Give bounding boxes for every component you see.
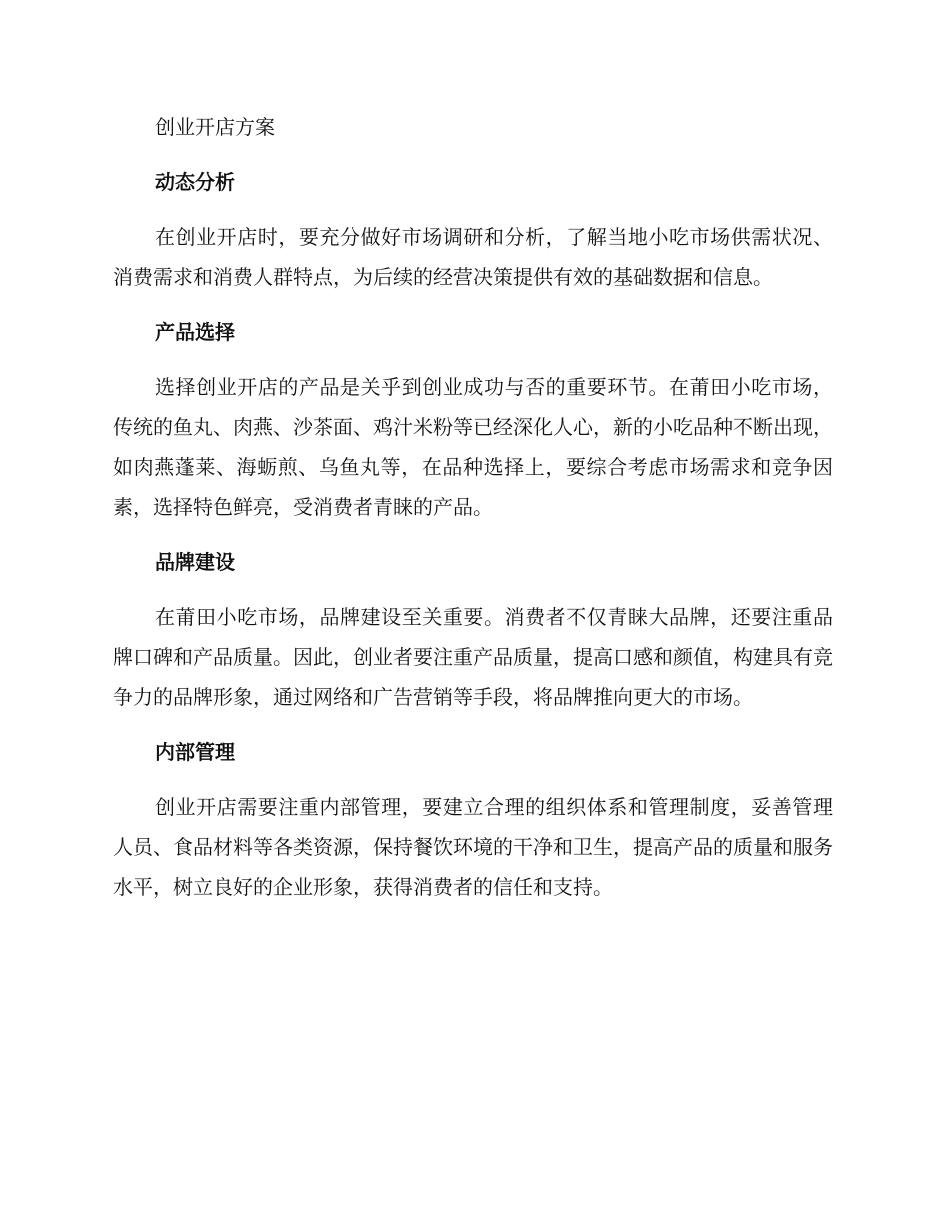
section-heading-market-analysis: 动态分析 (155, 170, 235, 194)
section-body-brand-building: 在莆田小吃市场，品牌建设至关重要。消费者不仅青睐大品牌，还要注重品牌口碑和产品质量。因此，创业者要注重产品质量，提高口感和颜值，构建具有竞争力的品牌形象，通过网络和广告营销等手段，将品牌推向更大的市场。 (113, 605, 833, 709)
section-heading-brand-building: 品牌建设 (155, 550, 235, 574)
section-heading-product-selection: 产品选择 (155, 320, 235, 344)
section-body-product-selection: 选择创业开店的产品是关乎到创业成功与否的重要环节。在莆田小吃市场，传统的鱼丸、肉燕、沙茶面、鸡汁米粉等已经深化人心，新的小吃品种不断出现，如肉燕蓬莱、海蛎煎、乌鱼丸等，在品种选择上，要综合考虑市场需求和竞争因素，选择特色鲜亮，受消费者青睐的产品。 (113, 375, 833, 519)
document-content (113, 107, 833, 922)
section-heading-internal-management: 内部管理 (155, 740, 235, 764)
section-body-market-analysis: 在创业开店时，要充分做好市场调研和分析，了解当地小吃市场供需状况、消费需求和消费人群特点，为后续的经营决策提供有效的基础数据和信息。 (113, 225, 833, 289)
document-title: 创业开店方案 (155, 115, 275, 139)
section-body-internal-management: 创业开店需要注重内部管理，要建立合理的组织体系和管理制度，妥善管理人员、食品材料等各类资源，保持餐饮环境的干净和卫生，提高产品的质量和服务水平，树立良好的企业形象，获得消费者的信任和支持。 (113, 795, 833, 899)
